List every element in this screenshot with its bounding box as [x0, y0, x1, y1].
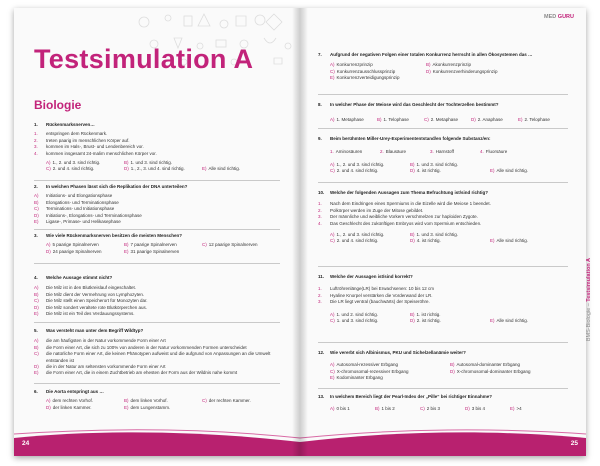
divider [318, 266, 568, 267]
answer-option[interactable]: B) dem linken Vorhof. [124, 398, 168, 404]
page-number: 25 [570, 440, 578, 447]
question-12: 12. Wie vererbt sich Albinismus, PKU und Sichelzellanämie weiter? A) Autosomal-rezessiver Erbgang B) Autosomal-dominanter Erbgang C) X-chromosomal-rezessiver Erbgang D) X-chromosomal-dominanter Erbgang E) Kodominanter Erbgang [318, 350, 568, 382]
answer-option[interactable]: A) dem rechten Vorhof. [46, 398, 94, 404]
open-book [14, 8, 592, 456]
answer-option[interactable]: D) Initiations-, Elongations- und Terminationsphase [34, 212, 142, 218]
divider [34, 322, 280, 323]
right-page [300, 8, 592, 456]
answer-option[interactable]: C) 2. und 4. sind richtig. [46, 166, 95, 172]
answer-option[interactable]: B) 1. und 3. sind richtig. [410, 232, 459, 238]
left-page [14, 8, 300, 456]
answer-option[interactable]: D) X-chromosomal-dominanter Erbgang [450, 368, 531, 374]
statement: 1. Nach dem Eindringen eines Spermiums in die Eizelle wird die Meiose 1 beendet. [318, 201, 491, 207]
answer-option[interactable]: E) dem Lungenstamm. [124, 404, 171, 410]
answer-option[interactable]: E) Konkurrenzverteidigungsprinzip [330, 75, 400, 81]
question-9: 9. Beim berühmten Miller-Urey-Experimententstand/en folgende Substanz/en: 1. Aminosäuren 2. Blausäure 3. Harnstoff 4. Fluorsäure A) 1., 2. und 3. sind richtig. B) 1. und 3. sind richtig. C) 2. und 4. sind richtig. D) 4. ist richtig. E) Alle sind richtig. [318, 136, 568, 175]
statement: 2. Hyaline Knorpel verstärken die Vorderwand der LR. [318, 292, 433, 298]
divider [34, 229, 280, 230]
answer-option[interactable]: E) Ligase-, Primase- und Helikasephase [34, 219, 121, 225]
question-3: 3. Wie viele Rückenmarksnerven besitzen die meisten Menschen? A) 5 paarige Spinalnerven B) 7 paarige Spinalnerven C) 12 paarige Spinalnerven D) 24 paarige Spinalnerven E) 31 paarige Spinalnerven [34, 233, 280, 255]
statement: 3. Der männliche und weibliche Vorkern verschmelzen zur haploiden Zygote. [318, 214, 478, 220]
page-number: 24 [22, 440, 30, 447]
answer-option[interactable]: D) 24 paarige Spinalnerven [46, 248, 102, 254]
statement: 2. Blausäure [380, 149, 407, 155]
answer-option[interactable]: C) die natürliche Form einer Art, die keinen Phänotypen aufweist und die aufgrund von Anpassungen an die Umwelt entstanden ist [34, 351, 271, 363]
answer-option[interactable]: D) Konkurrenzverhinderungsprinzip [426, 68, 498, 74]
answer-option[interactable]: D) 4. ist richtig. [410, 168, 441, 174]
answer-option[interactable]: D) 2. Anaphase [471, 117, 503, 123]
answer-option[interactable]: A) 1., 2. und 3. sind richtig. [330, 161, 385, 167]
divider [318, 388, 568, 389]
statement: 2. treten paarig im menschlichen Körper auf. [34, 137, 130, 143]
answer-option[interactable]: E) >4 [510, 406, 522, 412]
statement: 3. kommen im Hals-, Brust- und Lendenbereich vor. [34, 144, 144, 150]
answer-option[interactable]: E) Alle sind richtig. [202, 166, 241, 172]
statement: 1. entspringen dem Rückenmark. [34, 131, 108, 137]
answer-option[interactable]: B) Die Milz dient der Vermehrung von Lymphozyten. [34, 291, 145, 297]
answer-option[interactable]: C) 2. und 4. sind richtig. [330, 168, 379, 174]
side-tab: BMS-Biologie – Testsimulation A [586, 258, 592, 342]
answer-option[interactable]: B) 1. ist richtig. [410, 311, 441, 317]
answer-option[interactable]: C) 2 bis 3 [420, 406, 441, 412]
answer-option[interactable]: A) 1., 2. und 3. sind richtig. [330, 232, 385, 238]
page-title: Testsimulation A [34, 44, 254, 74]
answer-option[interactable]: C) X-chromosomal-rezessiver Erbgang [330, 368, 409, 374]
answer-option[interactable]: B) die Form einer Art, die sich zu 100% von anderen in der Natur vorkommenden Formen unterscheidet [34, 344, 247, 350]
answer-option[interactable]: D) 3 bis 4 [465, 406, 486, 412]
divider [34, 383, 280, 384]
brand-logo: MED GURU [544, 14, 574, 20]
answer-option[interactable]: C) 2. Metaphase [424, 117, 459, 123]
question-1 [34, 122, 280, 173]
answer-option[interactable]: C) 1. und 3. sind richtig. [330, 318, 379, 324]
question-2: 2. In welchen Phasen lässt sich die Replikation der DNA unterteilen? A) Initiations- und Elongationsphase B) Elongations- und Terminationsphase C) Terminations- und Initiationsphase D) Initiations-, Elongations- und Terminationsphase E) Ligase-, Primase- und Helikasephase [34, 184, 280, 225]
statement: 3. Die LR liegt ventral (bauchwärts) der Speiseröhre. [318, 299, 430, 305]
answer-option[interactable]: D) der linken Kammer. [46, 404, 92, 410]
answer-option[interactable]: E) Kodominanter Erbgang [330, 375, 383, 381]
answer-option[interactable]: E) Alle sind richtig. [490, 168, 529, 174]
statement: 2. Polkörper werden im Zuge der Mitose gebildet. [318, 207, 424, 213]
statement: 3. Harnstoff [430, 149, 454, 155]
book-spine-shadow [292, 8, 308, 456]
statement: 1. Luftröhrenlänge(LR) bei Erwachsenen: 10 bis 12 cm [318, 286, 435, 292]
subject-heading: Biologie [34, 98, 82, 112]
divider [318, 128, 568, 129]
answer-option[interactable]: E) 2. Telophase [518, 117, 550, 123]
answer-option[interactable]: B) 7 paarige Spinalnerven [124, 242, 177, 248]
answer-option[interactable]: A) 5 paarige Spinalnerven [46, 242, 99, 248]
answer-option[interactable]: D) 1., 2., 3. und 4. sind richtig. [124, 166, 185, 172]
answer-option[interactable]: B) 1. und 3. sind richtig. [124, 160, 173, 166]
question-5: 5. Was versteht man unter dem Begriff Wildtyp? A) die am häufigsten in der Natur vorkommende Form einer Art B) die Form einer Art, die sich zu 100% von anderen in der Natur vorkommenden Formen unterscheidet C) die natürliche Form einer Art, die keinen Phänotypen aufweist und die aufgrund von Anpassungen an die Umwelt entstanden ist D) die in der Natur am seltensten vorkommende Form einer Art E) die Form einer Art, die in einem Zuchtbetrieb am ehesten der Form aus der Wildnis nahe kommt [34, 328, 280, 377]
answer-option[interactable]: B) 1. und 3. sind richtig. [410, 161, 459, 167]
question-text: Rückenmarksnerven… [46, 122, 95, 127]
answer-option[interactable]: C) Die Milz stellt einen Speicherort für Monozyten dar. [34, 298, 148, 304]
answer-option[interactable]: C) 2. und 4. sind richtig. [330, 238, 379, 244]
question-number: 1. [34, 122, 38, 127]
answer-option[interactable]: D) Die Milz sondert veraltete rote Blutkörperchen aus. [34, 304, 148, 310]
answer-option[interactable]: C) Konkurrenzausschlussprinzip [330, 68, 396, 74]
answer-option[interactable]: A) Konkurrenzprinzip [330, 62, 373, 68]
answer-option[interactable]: B) Akonkurrenzprinzip [426, 62, 472, 68]
answer-option[interactable]: A) Initiations- und Elongationsphase [34, 193, 113, 199]
answer-option[interactable]: A) 1. und 2. sind richtig. [330, 311, 379, 317]
answer-option[interactable]: C) 12 paarige Spinalnerven [202, 242, 258, 248]
answer-option[interactable]: E) Alle sind richtig. [490, 318, 529, 324]
statement: 4. Fluorsäure [480, 149, 508, 155]
answer-option[interactable]: E) Alle sind richtig. [490, 238, 529, 244]
footer-wave [14, 428, 300, 456]
statement: 1. Aminosäuren [330, 149, 363, 155]
answer-option[interactable]: D) 4. ist richtig. [410, 238, 441, 244]
divider [318, 182, 568, 183]
answer-option[interactable]: A) 1. Metaphase [330, 117, 364, 123]
question-8: 8. In welcher Phase der Meiose wird das Geschlecht der Tochterzellen bestimmt? A) 1. Metaphase B) 1. Telophase C) 2. Metaphase D) 2. Anaphase E) 2. Telophase [318, 102, 568, 124]
answer-option[interactable]: A) die am häufigsten in der Natur vorkommende Form einer Art [34, 338, 166, 344]
footer-wave [300, 428, 586, 456]
answer-option[interactable]: E) 31 paarige Spinalnerven [124, 248, 180, 254]
answer-option[interactable]: C) Terminations- und Initiationsphase [34, 206, 115, 212]
divider [34, 263, 280, 264]
question-7: 7. Aufgrund der negativen Folgen einer totalen Konkurrenz herrscht in allen Ökosystemen das … A) Konkurrenzprinzip B) Akonkurrenzprinzip C) Konkurrenzausschlussprinzip D) Konkurrenzverhinderungsprinzip E) Konkurrenzverteidigungsprinzip [318, 52, 568, 82]
answer-option[interactable]: E) Die Milz ist ein Teil des Verdauungssystems. [34, 311, 135, 317]
answer-option[interactable]: B) Autosomal-dominanter Erbgang [450, 362, 521, 368]
answer-option[interactable]: B) Elongations- und Terminationsphase [34, 199, 119, 205]
question-13: 13. In welchem Bereich liegt der Pearl-Index der „Pille“ bei richtiger Einnahme? A) 0 bis 1 B) 1 bis 2 C) 2 bis 3 D) 3 bis 4 E) >4 [318, 394, 568, 413]
answer-option[interactable]: A) 0 bis 1 [330, 406, 350, 412]
answer-option[interactable]: E) die Form einer Art, die in einem Zuchtbetrieb am ehesten der Form aus der Wildnis nahe kommt [34, 370, 238, 376]
divider [318, 94, 568, 95]
divider [318, 342, 568, 343]
answer-option[interactable]: B) 1 bis 2 [375, 406, 395, 412]
answer-option[interactable]: A) 1., 2. und 3. sind richtig. [46, 160, 101, 166]
question-10: 10. Welche der folgenden Aussagen zum Thema Befruchtung ist/sind richtig? 1. Nach dem Eindringen eines Spermiums in die Eizelle wird die Meiose 1 beendet. 2. Polkörper werden im Zuge der Mitose gebildet. 3. Der männliche und weibliche Vorkern verschmelzen zur haploiden Zygote. 4. Das Geschlecht des zukünftigen Embryos wird vom Spermium entschieden. A) 1., 2. und 3. sind richtig. B) 1. und 3. sind richtig. C) 2. und 4. sind richtig. D) 4. ist richtig. E) Alle sind richtig. [318, 190, 568, 245]
answer-option[interactable]: C) der rechten Kammer. [202, 398, 251, 404]
answer-option[interactable]: B) 1. Telophase [377, 117, 409, 123]
answer-option[interactable]: D) 2. ist richtig. [410, 318, 441, 324]
statement: 4. kommen insgesamt 24-malim menschlichen Körper vor. [34, 150, 157, 156]
answer-option[interactable]: D) die in der Natur am seltensten vorkommende Form einer Art [34, 364, 166, 370]
divider [34, 180, 280, 181]
answer-option[interactable]: A) Autosomal-rezessiver Erbgang [330, 362, 399, 368]
question-6: 6. Die Aorta entspringt aus … A) dem rechten Vorhof. B) dem linken Vorhof. C) der rechten Kammer. D) der linken Kammer. E) dem Lungenstamm. [34, 389, 280, 411]
question-11: 11. Welche der Aussagen ist/sind korrekt? 1. Luftröhrenlänge(LR) bei Erwachsenen: 10 bis 12 cm 2. Hyaline Knorpel verstärken die Vorderwand der LR. 3. Die LR liegt ventral (bauchwärts) der Speiseröhre. A) 1. und 2. sind richtig. B) 1. ist richtig. C) 1. und 3. sind richtig. D) 2. ist richtig. E) Alle sind richtig. [318, 274, 568, 324]
answer-option[interactable]: A) Die Milz ist in den Blutkreislauf eingeschaltet. [34, 285, 137, 291]
question-4: 4. Welche Aussage stimmt nicht? A) Die Milz ist in den Blutkreislauf eingeschaltet. B) Die Milz dient der Vermehrung von Lymphozyten. C) Die Milz stellt einen Speicherort für Monozyten dar. D) Die Milz sondert veraltete rote Blutkörperchen aus. E) Die Milz ist ein Teil des Verdauungssystems. [34, 275, 280, 317]
statement: 4. Das Geschlecht des zukünftigen Embryos wird vom Spermium entschieden. [318, 220, 482, 226]
